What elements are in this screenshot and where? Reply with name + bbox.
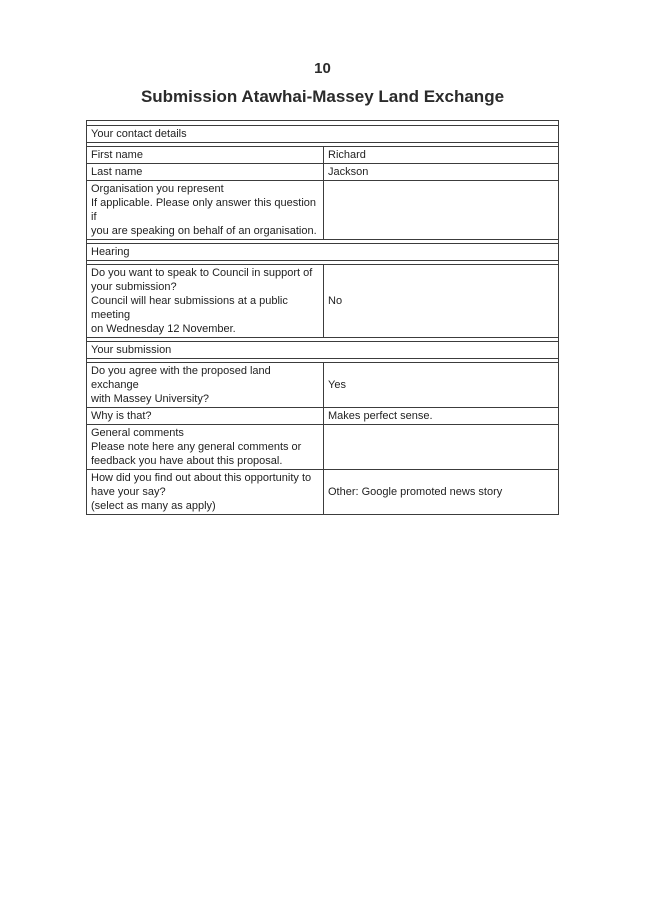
question-line: feedback you have about this proposal. [91,455,283,467]
question-line: Last name [91,166,143,178]
answer-cell [324,470,558,514]
question-line: Council will hear submissions at a public meeting [91,295,288,321]
answer-cell [324,363,558,407]
form-row-first-name [86,146,559,164]
question-line: Organisation you represent [91,183,224,195]
question-cell [87,425,324,469]
answer-text: Richard [328,149,366,161]
page-title: Submission Atawhai-Massey Land Exchange [140,87,505,106]
form-row-speak-to-council [86,264,559,338]
question-line: on Wednesday 12 November. [91,323,236,335]
answer-cell [324,265,558,337]
answer-cell [324,408,558,424]
form-row-why-is-that [86,407,559,425]
document-page [0,60,645,904]
question-line: If applicable. Please only answer this question if [91,197,317,223]
question-line: (select as many as apply) [91,500,216,512]
section-title: Your contact details [91,128,187,140]
question-line: Please note here any general comments or [91,441,302,453]
question-cell [87,363,324,407]
submission-form-table [86,120,559,515]
question-line: General comments [91,427,184,439]
answer-text: Jackson [328,166,369,178]
answer-text: Makes perfect sense. [328,410,433,422]
section-header-contact-details [86,125,559,143]
page-number: 10 [314,60,331,77]
question-cell [87,181,324,239]
question-line: your submission? [91,281,177,293]
section-title: Your submission [91,344,172,356]
answer-cell [324,181,558,239]
question-line: Do you want to speak to Council in support of [91,267,313,279]
form-row-last-name [86,163,559,181]
answer-text: Other: Google promoted news story [328,486,503,498]
question-line: have your say? [91,486,166,498]
question-line: First name [91,149,143,161]
question-cell [87,470,324,514]
form-row-general-comments [86,424,559,470]
answer-text: Yes [328,379,346,391]
question-cell [87,408,324,424]
answer-cell [324,147,558,163]
section-header-hearing [86,243,559,261]
answer-cell [324,164,558,180]
question-cell [87,164,324,180]
answer-cell [324,425,558,469]
form-row-how-did-you-find-out [86,469,559,515]
answer-text: No [328,295,343,307]
question-line: Do you agree with the proposed land exchange [91,365,271,391]
question-line: How did you find out about this opportunity to [91,472,312,484]
question-cell [87,147,324,163]
question-cell [87,265,324,337]
section-title: Hearing [91,246,130,258]
form-row-agree-land-exchange [86,362,559,408]
question-line: with Massey University? [91,393,209,405]
question-line: Why is that? [91,410,152,422]
question-line: you are speaking on behalf of an organisation. [91,225,317,237]
form-row-organisation [86,180,559,240]
section-header-your-submission [86,341,559,359]
